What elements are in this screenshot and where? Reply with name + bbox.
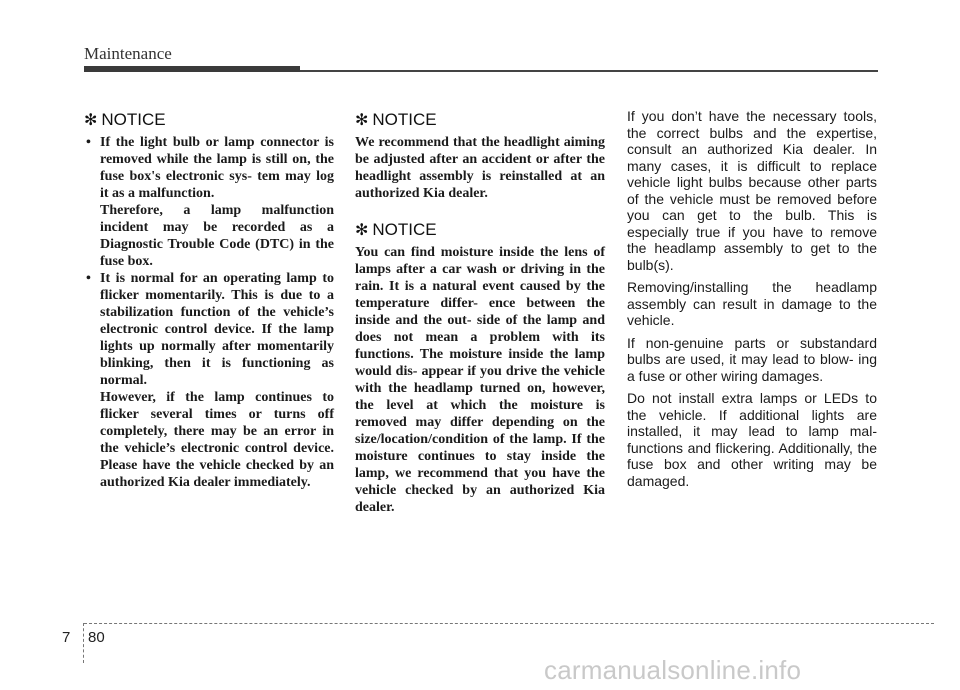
column-left (84, 110, 334, 491)
notice-body-moisture: You can find moisture inside the lens of lamps after a car wash or driving in the rain. It is a natural event caused by the temperature differ- ence between the inside and the out- side of the lamp and does not mean a problem with its functions. The moisture inside the lamp would dis- appear if you drive the vehicle with the headlamp turned on, however, the level at which the moisture is removed may differ depending on the size/location/condition of the lamp. If the moisture continues to stay inside the lamp, we recommend that you have the vehicle checked by an authorized Kia dealer. (355, 245, 605, 515)
bullet-paragraph: • If the light bulb or lamp connector is removed while the lamp is still on, the fuse box's electronic sys- tem may log it as a malfunction. (100, 135, 334, 201)
header-tab (84, 66, 300, 72)
bullet-paragraph: However, if the lamp continues to flicker several times or turns off completely, there may be an error in the vehicle’s electronic control device. Please have the vehicle checked by an authorized Kia dealer immediately. (100, 390, 334, 490)
notice-heading-text: NOTICE (101, 110, 166, 129)
body-paragraph: Removing/installing the headlamp assembly can result in damage to the vehicle. (627, 279, 877, 328)
page-number: 80 (88, 629, 105, 646)
bullet-paragraph: • It is normal for an operating lamp to flicker momentarily. This is due to a stabilization function of the vehicle’s electronic control device. If the lamp lights up normally after momentarily blinking, then it is functioning as normal. (100, 271, 334, 388)
bullet-paragraph: Therefore, a lamp malfunction incident may be recorded as a Diagnostic Trouble Code (DTC) in the fuse box. (100, 203, 334, 269)
column-middle (355, 110, 605, 516)
footer-divider (83, 623, 84, 663)
notice-heading-text: NOTICE (372, 220, 437, 239)
body-paragraph: If you don’t have the necessary tools, the correct bulbs and the expertise, consult an authorized Kia dealer. In many cases, it is difficult to replace vehicle light bulbs because other parts of the vehicle must be removed before you can get to the bulb. This is especially true if you have to remove the headlamp assembly to get to the bulb(s). (627, 108, 877, 273)
notice-body-headlight-aiming: We recommend that the headlight aiming be adjusted after an accident or after the headlight assembly is reinstalled at an authorized Kia dealer. (355, 135, 605, 201)
notice-heading-text: NOTICE (372, 110, 437, 129)
star-icon: ✻ (355, 112, 369, 129)
notice-heading-1 (84, 110, 334, 130)
star-icon: ✻ (355, 222, 369, 239)
body-paragraph: Do not install extra lamps or LEDs to the vehicle. If additional lights are installed, it may lead to lamp mal- functions and flickering. Additionally, the fuse box and other writing may be damaged. (627, 390, 877, 489)
page-header-title: Maintenance (84, 44, 172, 63)
list-item (84, 270, 334, 491)
body-paragraph: If non-genuine parts or substandard bulbs are used, it may lead to blow- ing a fuse or other wiring damages. (627, 334, 877, 384)
column-right (627, 108, 877, 495)
star-icon: ✻ (84, 112, 98, 129)
notice-bullet-list (84, 134, 334, 491)
notice-heading-2 (355, 110, 605, 130)
watermark: carmanualsonline.info (544, 655, 802, 685)
footer-rule (84, 623, 934, 624)
chapter-number: 7 (62, 629, 71, 646)
notice-heading-3 (355, 220, 605, 240)
list-item (84, 134, 334, 270)
